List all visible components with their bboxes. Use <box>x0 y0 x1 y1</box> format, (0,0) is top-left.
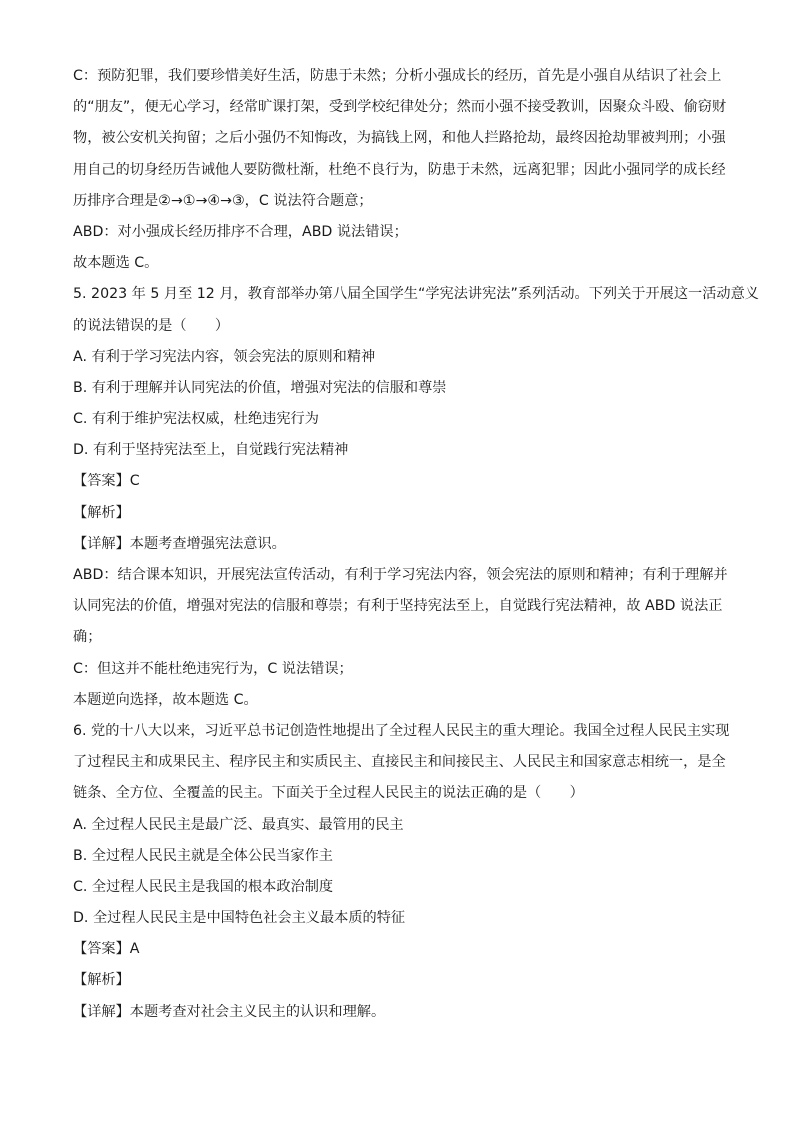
question-6-option-b: B. 全过程人民民主就是全体公民当家作主 <box>73 847 333 864</box>
text-line: 本题逆向选择，故本题选 C。 <box>73 691 258 708</box>
question-6-option-d: D. 全过程人民民主是中国特色社会主义最本质的特征 <box>73 910 406 927</box>
question-5-stem: 5. 2023 年 5 月至 12 月，教育部举办第八届全国学生“学宪法讲宪法”系列活动。下列关于开展这一活动意义 <box>73 286 759 303</box>
detail-label: 【详解】本题考查增强宪法意识。 <box>73 535 286 552</box>
question-5-option-a: A. 有利于学习宪法内容，领会宪法的原则和精神 <box>73 348 376 365</box>
question-5-option-b: B. 有利于理解并认同宪法的价值，增强对宪法的信服和尊崇 <box>73 379 447 396</box>
text-line: 用自己的切身经历告诫他人要防微杜渐，杜绝不良行为，防患于未然，远离犯罪；因此小强同学的成长经 <box>73 161 726 178</box>
question-5-stem: 的说法错误的是（ ） <box>73 317 230 334</box>
question-5-option-d: D. 有利于坚持宪法至上，自觉践行宪法精神 <box>73 442 349 459</box>
answer-label: 【答案】A <box>73 941 140 958</box>
text-line: C：预防犯罪，我们要珍惜美好生活，防患于未然；分析小强成长的经历，首先是小强自从结识了社会上 <box>73 68 722 84</box>
question-6-stem: 链条、全方位、全覆盖的民主。下面关于全过程人民民主的说法正确的是（ ） <box>73 785 584 802</box>
answer-label: 【答案】C <box>73 473 140 490</box>
document-body <box>73 61 759 1028</box>
question-6-stem: 了过程民主和成果民主、程序民主和实质民主、直接民主和间接民主、人民民主和国家意志相统一，是全 <box>73 754 726 771</box>
text-line: C：但这并不能杜绝违宪行为，C 说法错误； <box>73 660 353 677</box>
analysis-label: 【解析】 <box>73 504 130 521</box>
text-line: 的“朋友”，便无心学习，经常旷课打架，受到学校纪律处分；然而小强不接受教训，因聚众斗殴、偷窃财 <box>73 99 727 116</box>
text-line: ABD：对小强成长经历排序不合理，ABD 说法错误； <box>73 223 408 240</box>
question-6-option-c: C. 全过程人民民主是我国的根本政治制度 <box>73 878 334 895</box>
detail-label: 【详解】本题考查对社会主义民主的认识和理解。 <box>73 1003 386 1020</box>
text-line: ABD：结合课本知识，开展宪法宣传活动，有利于学习宪法内容，领会宪法的原则和精神；有利于理解并 <box>73 567 728 583</box>
text-line: 历排序合理是②→①→④→③，C 说法符合题意； <box>73 192 373 209</box>
text-line: 认同宪法的价值，增强对宪法的信服和尊崇；有利于坚持宪法至上，自觉践行宪法精神，故 ABD 说法正 <box>73 598 723 615</box>
question-6-stem: 6. 党的十八大以来，习近平总书记创造性地提出了全过程人民民主的重大理论。我国全过程人民民主实现 <box>73 722 730 739</box>
text-line: 确； <box>73 629 102 646</box>
question-5-option-c: C. 有利于维护宪法权威，杜绝违宪行为 <box>73 411 319 428</box>
question-6-option-a: A. 全过程人民民主是最广泛、最真实、最管用的民主 <box>73 816 404 833</box>
text-line: 物，被公安机关拘留；之后小强仍不知悔改，为搞钱上网，和他人拦路抢劫，最终因抢劫罪被判刑；小强 <box>73 130 726 147</box>
text-line: 故本题选 C。 <box>73 255 159 272</box>
analysis-label: 【解析】 <box>73 972 130 989</box>
